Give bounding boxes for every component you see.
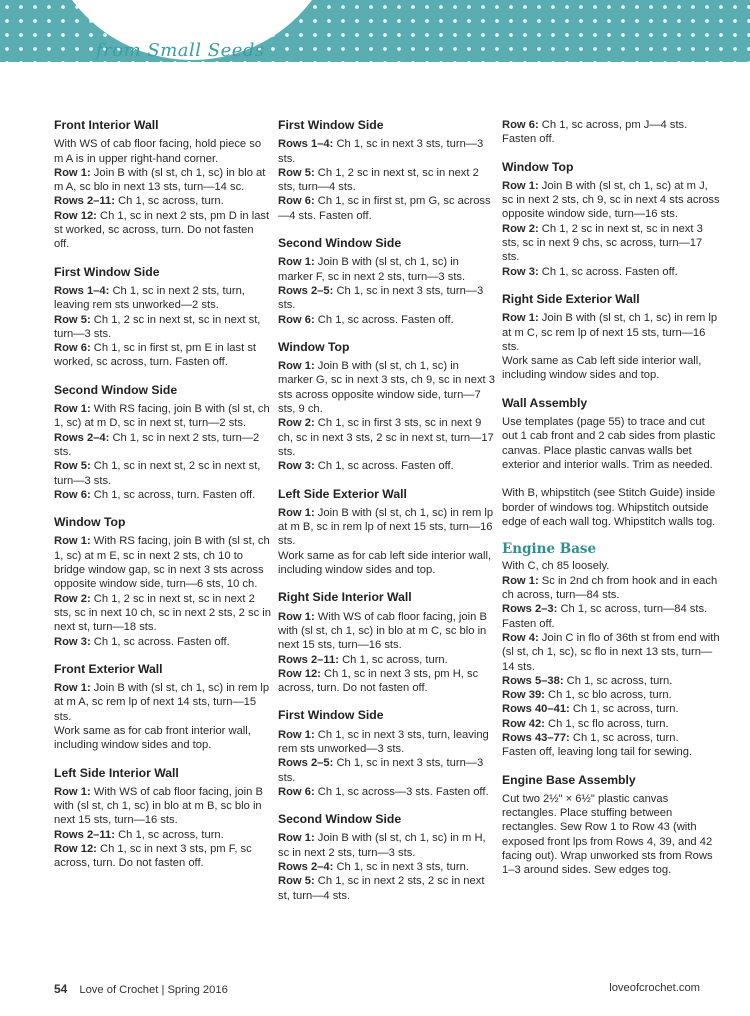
website-url: loveofcrochet.com <box>609 982 700 994</box>
page-footer <box>54 982 700 996</box>
row-label: Row 6: <box>278 195 315 208</box>
row-text: Sc in 2nd ch from hook and in each ch across, turn—84 sts. <box>502 574 718 602</box>
row-label: Row 12: <box>278 667 321 680</box>
instruction-line <box>502 574 720 603</box>
row-text: Ch 1, sc in next 2 sts, turn—2 sts. <box>54 431 260 458</box>
instruction-section <box>278 340 496 474</box>
row-label: Row 12: <box>54 843 97 856</box>
row-text: Ch 1, sc in next 3 sts, turn, leaving rem sts unworked—3 sts. <box>278 728 489 755</box>
instruction-line <box>54 341 272 370</box>
row-text: Join B with (sl st, ch 1, sc) in blo at m A, sc blo in next 13 sts, turn—14 sc. <box>54 166 266 194</box>
row-label: Row 2: <box>278 417 315 430</box>
instruction-line <box>278 756 496 785</box>
instruction-line <box>502 688 720 702</box>
instruction-line <box>278 831 496 860</box>
row-label: Row 6: <box>278 313 315 326</box>
instruction-line <box>54 592 272 635</box>
instruction-section <box>278 590 496 695</box>
row-text: Ch 1, sc across. Fasten off. <box>93 635 230 648</box>
instruction-section <box>54 383 272 502</box>
instruction-line <box>502 179 720 222</box>
instruction-line <box>278 506 496 549</box>
column-2 <box>278 118 496 916</box>
row-text: Ch 1, sc across, turn. <box>118 828 224 841</box>
instruction-line <box>54 785 272 828</box>
row-text: Ch 1, sc in next 3 sts, turn. <box>336 861 469 874</box>
instruction-line <box>54 402 272 431</box>
instruction-line <box>278 194 496 223</box>
instruction-line <box>54 534 272 591</box>
instruction-line <box>278 860 496 874</box>
instruction-line <box>54 166 272 195</box>
row-text: Ch 1, sc across, turn. Fasten off. <box>93 488 256 501</box>
row-text: Ch 1, sc in next 3 sts, pm F, sc across, turn. Do not fasten off. <box>54 843 252 870</box>
row-text: Ch 1, sc in first st, pm E in last st worked, sc across, turn. Fasten off. <box>54 342 257 369</box>
row-text: Ch 1, sc in next 2 sts, 2 sc in next st, turn—4 sts. <box>278 875 485 902</box>
instruction-line <box>278 653 496 667</box>
row-text: Ch 1, sc in next 2 sts, pm D in last st worked, sc across, turn. Do not fasten off. <box>54 209 270 251</box>
row-label: Rows 2–11: <box>54 195 115 208</box>
instruction-line <box>54 284 272 313</box>
section-heading: Second Window Side <box>278 812 402 827</box>
row-text: With WS of cab floor facing, hold piece so m A is in upper right-hand corner. <box>54 138 262 165</box>
instruction-section <box>54 662 272 753</box>
row-label: Row 5: <box>54 460 91 473</box>
instruction-line <box>54 137 272 166</box>
row-text: Ch 1, 2 sc in next st, sc in next 3 sts, sc in next 9 chs, sc across, turn—17 sts. <box>502 222 703 264</box>
row-label: Rows 40–41: <box>502 703 570 716</box>
instruction-section <box>54 766 272 871</box>
row-text: Ch 1, sc in next 3 sts, pm H, sc across, turn. Do not fasten off. <box>278 667 479 695</box>
row-text: Ch 1, sc in next 2 sts, turn, leaving rem sts unworked—2 sts. <box>54 284 245 312</box>
row-label: Row 1: <box>278 360 315 373</box>
row-label: Rows 2–4: <box>54 431 110 444</box>
row-label: Row 3: <box>54 635 91 648</box>
row-text: Ch 1, sc across, turn. <box>342 653 448 666</box>
row-text: Ch 1, sc across, turn. <box>572 703 679 716</box>
instruction-line <box>502 717 720 731</box>
instruction-line <box>278 728 496 757</box>
instruction-section <box>54 118 272 252</box>
section-heading: Front Interior Wall <box>54 118 159 132</box>
page-number: 54 <box>54 982 68 996</box>
instruction-section <box>54 265 272 370</box>
row-label: Row 5: <box>278 166 315 179</box>
section-heading: Window Top <box>54 515 126 530</box>
row-label: Rows 2–3: <box>502 603 558 616</box>
row-text: Join B with (sl st, ch 1, sc) in marker F, sc in next 2 sts, turn—3 sts. <box>278 256 466 283</box>
row-label: Row 1: <box>278 728 315 741</box>
row-label: Row 1: <box>54 785 91 798</box>
instruction-line <box>502 222 720 265</box>
row-label: Rows 2–11: <box>54 828 115 841</box>
row-label: Row 1: <box>54 166 91 179</box>
row-text: Ch 1, sc flo across, turn. <box>548 717 669 730</box>
instruction-section <box>278 118 496 223</box>
row-text: Ch 1, sc across. Fasten off. <box>317 313 454 326</box>
row-text: Ch 1, sc in next 3 sts, turn—3 sts. <box>278 757 484 784</box>
instruction-line <box>54 431 272 460</box>
instruction-line <box>54 313 272 342</box>
section-heading: Right Side Interior Wall <box>278 590 412 605</box>
row-label: Row 1: <box>54 535 91 548</box>
instruction-line <box>54 209 272 252</box>
row-text: Fasten off, leaving long tail for sewing. <box>502 746 693 759</box>
row-label: Row 5: <box>54 313 91 326</box>
row-text: Join B with (sl st, ch 1, sc) in m H, sc in next 2 sts, turn—3 sts. <box>278 832 486 859</box>
row-text: Cut two 2½" × 6½" plastic canvas rectangles. Place stuffing between rectangles. Sew Row 1 to Row 43 (with exposed front lps from Rows 4, 39, and 42 facing out). Wrap unworked sts from Rows 1–3 around sides. Sew edges tog. <box>502 792 713 877</box>
row-text: With RS facing, join B with (sl st, ch 1, sc) at m E, sc in next 2 sts, ch 10 to bridge window gap, sc in next 3 sts across opposite window side, turn—6 sts, 10 ch. <box>54 535 270 591</box>
row-text: Ch 1, 2 sc in next st, sc in next 2 sts, sc in next 10 ch, sc in next 2 sts, 2 sc in next st, turn—18 sts. <box>54 592 272 634</box>
instruction-section <box>278 487 496 578</box>
row-label: Row 1: <box>278 506 315 519</box>
footer-separator: | <box>158 984 168 996</box>
row-text: Join B with (sl st, ch 1, sc) in rem lp at m A, sc rem lp of next 14 sts, turn—15 sts. <box>54 682 270 723</box>
instruction-line <box>502 265 720 279</box>
row-label: Row 2: <box>502 222 539 235</box>
row-text: Join B with (sl st, ch 1, sc) in rem lp at m C, sc rem lp of next 15 sts, turn—16 sts. <box>502 312 718 353</box>
row-label: Rows 2–4: <box>278 861 334 874</box>
instruction-section <box>278 236 496 327</box>
instruction-section <box>502 773 720 878</box>
row-text: Ch 1, sc in next 3 sts, turn—3 sts. <box>278 284 484 312</box>
row-text: Ch 1, sc across—3 sts. Fasten off. <box>317 785 489 798</box>
row-label: Rows 2–5: <box>278 284 334 297</box>
instruction-section <box>278 708 496 799</box>
row-text: Ch 1, sc across, pm J—4 sts. Fasten off. <box>502 119 688 146</box>
row-label: Row 6: <box>54 342 91 355</box>
instruction-line <box>54 194 272 208</box>
brand-title: from Small Seeds <box>96 40 265 61</box>
column-3 <box>502 118 720 891</box>
instruction-line <box>54 828 272 842</box>
row-text: Ch 1, sc across, turn. <box>572 731 679 744</box>
row-label: Row 1: <box>278 610 315 623</box>
row-text: Join C in flo of 36th st from end with (sl st, ch 1, sc), sc flo in next 13 sts, turn—14 sts. <box>502 631 720 673</box>
row-label: Row 1: <box>502 574 539 587</box>
instruction-line <box>502 745 720 759</box>
section-heading: Left Side Exterior Wall <box>278 486 407 501</box>
row-text: With WS of cab floor facing, join B with (sl st, ch 1, sc) in blo at m B, sc blo in next 15 sts, turn—16 sts. <box>54 785 263 827</box>
row-text: With RS facing, join B with (sl st, ch 1, sc) at m D, sc in next st, turn—2 sts. <box>54 403 270 430</box>
row-text: With WS of cab floor facing, join B with (sl st, ch 1, sc) in blo at m C, sc blo in next 15 sts, turn—16 sts. <box>278 610 487 652</box>
instruction-line <box>278 137 496 166</box>
instruction-line <box>54 842 272 871</box>
instruction-line <box>278 166 496 195</box>
section-heading: Second Window Side <box>54 382 178 397</box>
section-heading: Engine Base <box>502 541 597 558</box>
row-text: Ch 1, sc in first st, pm G, sc across—4 sts. Fasten off. <box>278 195 491 222</box>
row-label: Row 1: <box>54 403 91 416</box>
row-label: Row 3: <box>278 460 315 473</box>
instruction-section <box>278 812 496 903</box>
row-text: Ch 1, sc in next 3 sts, turn—3 sts. <box>278 138 484 165</box>
section-heading: Right Side Exterior Wall <box>502 291 640 306</box>
instruction-line <box>278 785 496 799</box>
row-label: Row 1: <box>278 256 315 269</box>
instruction-line <box>54 488 272 502</box>
instruction-line <box>54 635 272 649</box>
instruction-line <box>54 681 272 724</box>
row-text: Ch 1, sc across, turn. <box>118 195 224 208</box>
section-heading: First Window Side <box>278 708 384 723</box>
instruction-line <box>502 792 720 878</box>
row-text: With C, ch 85 loosely. <box>502 560 610 573</box>
row-text: Work same as for cab left side interior wall, including window sides and top. <box>278 549 492 577</box>
row-label: Row 6: <box>502 119 539 131</box>
instruction-line <box>278 667 496 696</box>
section-heading: Window Top <box>502 159 574 174</box>
instruction-line <box>278 874 496 903</box>
row-label: Row 1: <box>502 179 539 192</box>
instruction-line <box>278 549 496 578</box>
instruction-line <box>502 311 720 354</box>
instruction-section <box>502 396 720 529</box>
row-text: Join B with (sl st, ch 1, sc) in marker G, sc in next 3 sts, ch 9, sc in next 3 sts across opposite window side, turn—7 sts, 9 ch. <box>278 360 495 416</box>
magazine-name: Love of Crochet <box>79 984 159 996</box>
row-text: Join B with (sl st, ch 1, sc) in rem lp at m B, sc in rem lp of next 15 sts, turn—16 sts. <box>278 506 494 548</box>
row-label: Row 5: <box>278 875 315 888</box>
instruction-section <box>502 292 720 383</box>
section-heading: Window Top <box>278 339 350 354</box>
section-heading: First Window Side <box>278 118 384 132</box>
instruction-line <box>502 354 720 383</box>
row-text: Join B with (sl st, ch 1, sc) at m J, sc in next 2 sts, ch 9, sc in next 4 sts across opposite window side, turn—16 sts. <box>502 179 720 221</box>
instruction-section <box>502 160 720 279</box>
row-label: Rows 43–77: <box>502 731 570 744</box>
instruction-section <box>54 515 272 649</box>
instruction-line <box>502 415 720 472</box>
paragraph-gap <box>502 472 720 486</box>
section-heading: Wall Assembly <box>502 395 588 410</box>
instruction-line <box>502 631 720 674</box>
row-text: Ch 1, sc across, turn. <box>566 674 673 687</box>
column-1 <box>54 118 272 884</box>
section-heading: Left Side Interior Wall <box>54 765 179 780</box>
instruction-section <box>502 542 720 759</box>
row-label: Row 1: <box>278 832 315 845</box>
row-text: Work same as for cab front interior wall, including window sides and top. <box>54 724 251 752</box>
row-label: Rows 1–4: <box>54 284 110 297</box>
instruction-line <box>502 559 720 573</box>
row-label: Row 6: <box>278 785 315 798</box>
section-heading: Front Exterior Wall <box>54 661 163 676</box>
instruction-line <box>278 459 496 473</box>
instruction-line <box>502 486 720 529</box>
row-text: Ch 1, sc in first 3 sts, sc in next 9 ch, sc in next 3 sts, 2 sc in next st, turn—17 sts. <box>278 417 494 458</box>
row-text: Ch 1, sc across. Fasten off. <box>317 460 454 473</box>
row-text: Ch 1, 2 sc in next st, sc in next st, turn—3 sts. <box>54 313 261 340</box>
row-label: Row 39: <box>502 689 545 702</box>
row-text: Ch 1, sc across, turn—84 sts. Fasten off. <box>502 603 708 630</box>
instruction-line <box>278 255 496 284</box>
instruction-line <box>502 731 720 745</box>
row-label: Row 1: <box>54 682 91 695</box>
instruction-line <box>502 602 720 631</box>
row-label: Row 3: <box>502 265 539 278</box>
instruction-section <box>502 118 720 147</box>
instruction-line <box>502 702 720 716</box>
row-label: Row 2: <box>54 592 91 605</box>
section-heading: Second Window Side <box>278 236 402 251</box>
section-heading: First Window Side <box>54 264 160 279</box>
row-label: Rows 5–38: <box>502 674 564 687</box>
row-label: Row 12: <box>54 209 97 222</box>
instruction-line <box>278 359 496 416</box>
row-label: Row 42: <box>502 717 545 730</box>
section-heading: Engine Base Assembly <box>502 772 636 787</box>
instruction-line <box>278 284 496 313</box>
row-label: Row 6: <box>54 488 91 501</box>
instruction-line <box>278 610 496 653</box>
issue-date: Spring 2016 <box>167 984 228 996</box>
row-text: Ch 1, sc across. Fasten off. <box>541 265 678 278</box>
instruction-line <box>502 118 720 147</box>
row-label: Rows 2–11: <box>278 653 339 666</box>
row-text: Use templates (page 55) to trace and cut out 1 cab front and 2 cab sides from plastic canvas. Place plastic canvas walls bet exterior and interior walls. Trim as needed. <box>502 416 716 471</box>
row-label: Row 1: <box>502 312 539 325</box>
instruction-line <box>54 724 272 753</box>
row-label: Rows 2–5: <box>278 757 334 770</box>
row-text: Ch 1, sc in next st, 2 sc in next st, turn—3 sts. <box>54 460 261 487</box>
instruction-line <box>278 313 496 327</box>
row-text: With B, whipstitch (see Stitch Guide) inside border of windows tog. Whipstitch outside edge of each wall tog. Whipstitch walls tog. <box>502 487 716 528</box>
instruction-line <box>278 416 496 459</box>
row-label: Rows 1–4: <box>278 138 334 151</box>
row-text: Work same as Cab left side interior wall, including window sides and top. <box>502 355 702 382</box>
row-text: Ch 1, sc blo across, turn. <box>548 689 672 702</box>
instruction-line <box>502 674 720 688</box>
row-label: Row 4: <box>502 631 539 644</box>
instruction-line <box>54 459 272 488</box>
row-text: Ch 1, 2 sc in next st, sc in next 2 sts, turn—4 sts. <box>278 166 479 194</box>
